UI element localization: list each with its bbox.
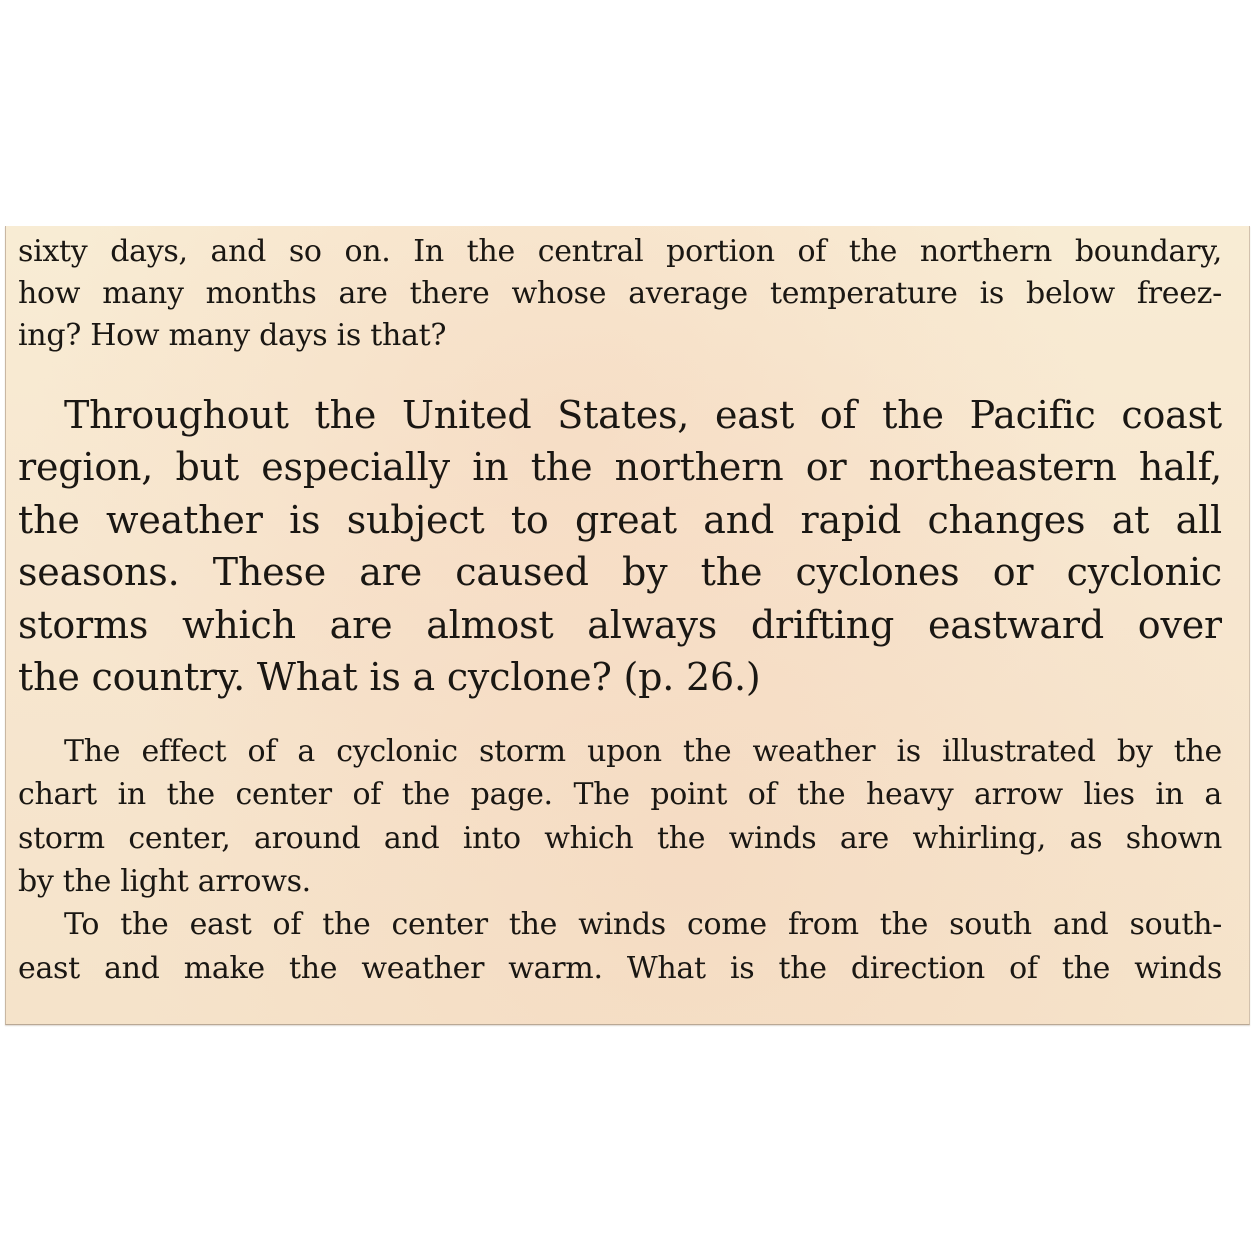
paragraph-3-line-3: storm center, around and into which the winds are whirling, as shown [18,821,1222,856]
paragraph-2-line-5: storms which are almost always drifting eastward over [18,603,1222,647]
paragraph-2-line-6: the country. What is a cyclone? (p. 26.) [18,655,761,699]
paragraph-2-line-4: seasons. These are caused by the cyclones or cyclonic [18,550,1222,594]
paragraph-4-line-1: To the east of the center the winds come from the south and south- [64,907,1222,942]
paragraph-3-line-1: The effect of a cyclonic storm upon the weather is illustrated by the [64,734,1222,769]
paragraph-2-line-1: Throughout the United States, east of the Pacific coast [64,393,1222,437]
paragraph-4-line-2: east and make the weather warm. What is the direction of the winds [18,951,1222,986]
newspaper-clipping [5,226,1250,1025]
paragraph-1-line-3: ing? How many days is that? [18,318,447,353]
paragraph-3-line-4: by the light arrows. [18,864,311,899]
paragraph-1-line-2: how many months are there whose average temperature is below freez- [18,276,1222,311]
paragraph-2-line-2: region, but especially in the northern or northeastern half, [18,445,1222,489]
paragraph-3-line-2: chart in the center of the page. The point of the heavy arrow lies in a [18,777,1222,812]
paragraph-1-line-1: sixty days, and so on. In the central portion of the northern boundary, [18,234,1222,269]
paragraph-2-line-3: the weather is subject to great and rapid changes at all [18,498,1222,542]
